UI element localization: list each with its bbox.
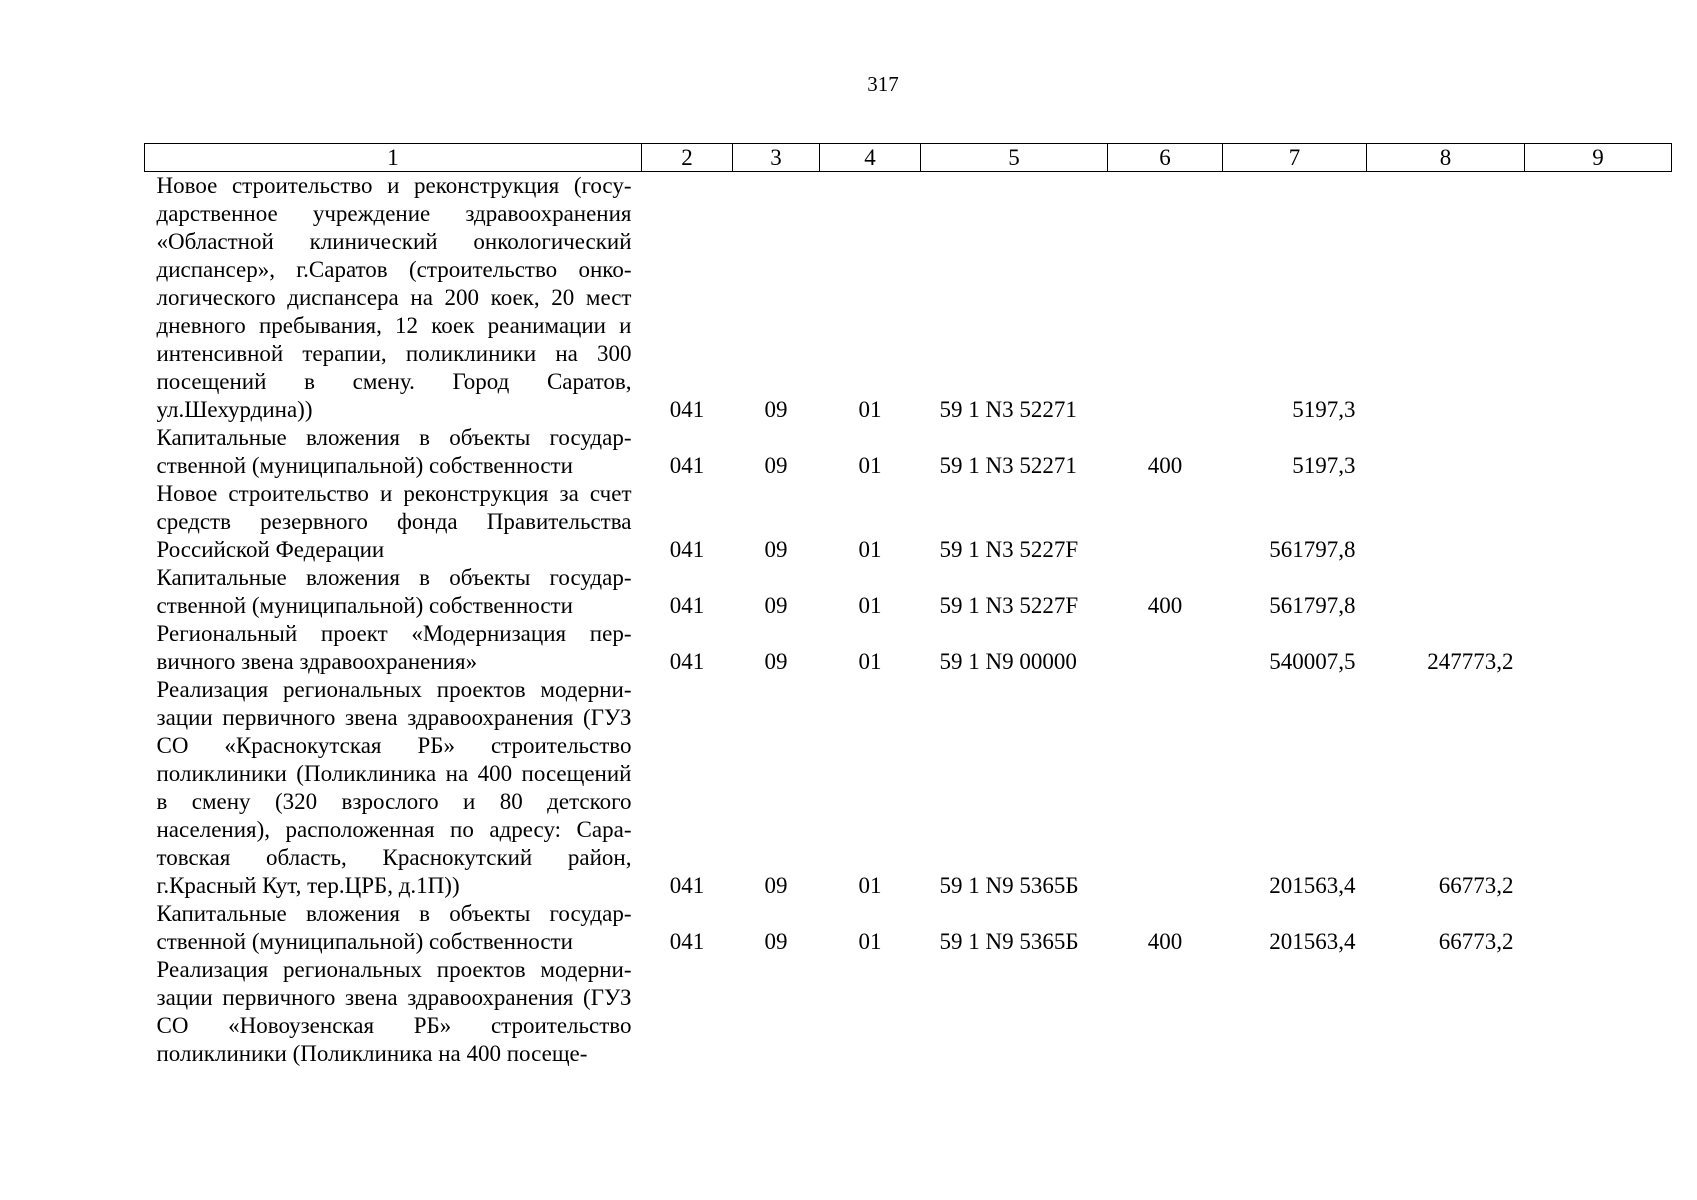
cell-subsection: 01 [858,929,882,954]
cell-expense-type [1108,620,1223,676]
cell-target-code: 59 1 N3 5227F [939,593,1079,618]
cell-amount-7: 540007,5 [1269,649,1356,674]
cell-amount-9 [1525,564,1672,620]
cell-target-code: 59 1 N3 52271 [939,453,1077,478]
table-row [145,424,1672,480]
table-header [145,144,1672,172]
cell-amount-9 [1525,172,1672,425]
cell-amount-8 [1367,956,1525,1068]
cell-ministry: 041 [669,593,705,618]
column-header-4: 4 [820,144,921,172]
row-name: Новое строительство и реконструкция за счет средств резервного фонда Правительства Российской Федерации [156,481,632,562]
cell-expense-type: 400 [1147,453,1183,478]
cell-section: 09 [764,649,788,674]
table-row [145,956,1672,1068]
cell-ministry [642,956,733,1068]
cell-amount-8: 66773,2 [1438,929,1514,954]
table-row [145,172,1672,425]
cell-amount-8 [1367,424,1525,480]
table-row [145,564,1672,620]
column-header-8: 8 [1367,144,1525,172]
budget-table [144,143,1672,1068]
cell-amount-8 [1367,480,1525,564]
cell-amount-7: 561797,8 [1269,537,1356,562]
cell-amount-9 [1525,676,1672,900]
page-number: 317 [867,72,899,96]
column-header-6: 6 [1108,144,1223,172]
cell-amount-7: 561797,8 [1269,593,1356,618]
row-name: Региональный проект «Модернизация первичного звена здравоохранения» [156,621,632,674]
cell-section: 09 [764,453,788,478]
cell-section: 09 [764,537,788,562]
cell-amount-8 [1367,172,1525,425]
cell-amount-9 [1525,480,1672,564]
cell-amount-7 [1223,956,1367,1068]
cell-expense-type: 400 [1147,593,1183,618]
cell-section: 09 [764,873,788,898]
cell-amount-7: 201563,4 [1269,873,1356,898]
cell-section [733,956,820,1068]
cell-subsection: 01 [858,649,882,674]
cell-ministry: 041 [669,929,705,954]
cell-target-code: 59 1 N9 5365Б [939,929,1079,954]
table-body [145,172,1672,1069]
cell-ministry: 041 [669,453,705,478]
cell-ministry: 041 [669,537,705,562]
row-name: Реализация региональных проектов модернизации первичного звена здравоохранения (ГУЗ СО «Новоузенская РБ» строительство поликлиники (Поликлиника на 400 посеще- [156,957,632,1066]
cell-expense-type [1108,172,1223,425]
column-header-9: 9 [1525,144,1672,172]
cell-expense-type: 400 [1147,929,1183,954]
cell-section: 09 [764,593,788,618]
table-row [145,480,1672,564]
cell-target-code: 59 1 N9 5365Б [939,873,1079,898]
cell-target-code: 59 1 N9 00000 [939,649,1077,674]
header-row [145,144,1672,172]
row-name: Капитальные вложения в объекты государственной (муниципальной) собственности [156,425,632,478]
table-row [145,620,1672,676]
column-header-1: 1 [145,144,642,172]
cell-amount-9 [1525,956,1672,1068]
column-header-5: 5 [921,144,1108,172]
cell-subsection: 01 [858,873,882,898]
cell-subsection: 01 [858,397,882,422]
cell-ministry: 041 [669,873,705,898]
cell-amount-9 [1525,900,1672,956]
cell-expense-type [1108,676,1223,900]
cell-ministry: 041 [669,649,705,674]
cell-section: 09 [764,929,788,954]
cell-expense-type [1108,480,1223,564]
cell-subsection: 01 [858,593,882,618]
row-name: Новое строительство и реконструкция (государственное учреждение здравоохранения «Областной клинический онкологический диспансер», г.Саратов (строительство онкологического диспансера на 200 коек, 20 мест дневного пребывания, 12 коек реанимации и интенсивной терапии, поликлиники на 300 посещений в смену. Город Саратов, ул.Шехурдина)) [156,173,632,422]
cell-subsection [820,956,921,1068]
cell-amount-9 [1525,620,1672,676]
column-header-2: 2 [642,144,733,172]
cell-target-code: 59 1 N3 52271 [939,397,1077,422]
cell-subsection: 01 [858,537,882,562]
row-name: Реализация региональных проектов модернизации первичного звена здравоохранения (ГУЗ СО «Краснокутская РБ» строительство поликлиники (Поликлиника на 400 посещений в смену (320 взрослого и 80 детского населения), расположенная по адресу: Саратовская область, Краснокутский район, г.Красный Кут, тер.ЦРБ, д.1П)) [156,677,632,898]
row-name: Капитальные вложения в объекты государственной (муниципальной) собственности [156,901,632,954]
cell-amount-7: 201563,4 [1269,929,1356,954]
cell-target-code: 59 1 N3 5227F [939,537,1079,562]
table-row [145,676,1672,900]
cell-amount-7: 5197,3 [1292,453,1356,478]
column-header-3: 3 [733,144,820,172]
cell-amount-8 [1367,564,1525,620]
cell-amount-7: 5197,3 [1292,397,1356,422]
cell-subsection: 01 [858,453,882,478]
cell-ministry: 041 [669,397,705,422]
cell-target-code [921,956,1108,1068]
cell-amount-8: 66773,2 [1438,873,1514,898]
cell-amount-9 [1525,424,1672,480]
column-header-7: 7 [1223,144,1367,172]
row-name: Капитальные вложения в объекты государственной (муниципальной) собственности [156,565,632,618]
cell-expense-type [1108,956,1223,1068]
cell-amount-8: 247773,2 [1427,649,1514,674]
table-row [145,900,1672,956]
cell-section: 09 [764,397,788,422]
